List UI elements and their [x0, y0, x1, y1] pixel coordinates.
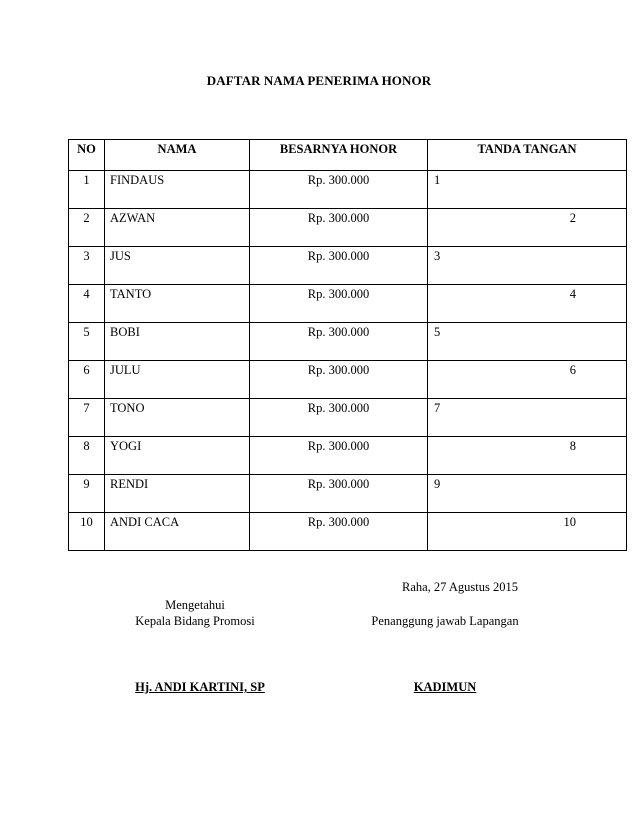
left-sign-line1: Mengetahui: [165, 598, 225, 612]
honor-table: [68, 139, 627, 551]
cell-nama: JULU: [105, 361, 250, 399]
left-signatory-name: Hj. ANDI KARTINI, SP: [135, 680, 265, 694]
cell-tanda-tangan: 10: [428, 513, 627, 551]
cell-tanda-tangan: 3: [428, 247, 627, 285]
cell-honor: Rp. 300.000: [250, 361, 428, 399]
cell-nama: BOBI: [105, 323, 250, 361]
cell-tanda-tangan: 9: [428, 475, 627, 513]
cell-tanda-tangan: 2: [428, 209, 627, 247]
cell-nama: ANDI CACA: [105, 513, 250, 551]
table-header-row: [69, 140, 627, 171]
cell-no: 9: [69, 475, 105, 513]
cell-nama: YOGI: [105, 437, 250, 475]
place-date: Raha, 27 Agustus 2015: [402, 580, 518, 594]
cell-no: 1: [69, 171, 105, 209]
table-row: [69, 513, 627, 551]
table-row: [69, 361, 627, 399]
header-nama: NAMA: [105, 140, 250, 171]
table-row: [69, 399, 627, 437]
cell-honor: Rp. 300.000: [250, 399, 428, 437]
header-tanda-tangan: TANDA TANGAN: [428, 140, 627, 171]
cell-honor: Rp. 300.000: [250, 475, 428, 513]
table-row: [69, 171, 627, 209]
right-sign-line1: Penanggung jawab Lapangan: [371, 614, 519, 628]
table-row: [69, 475, 627, 513]
cell-honor: Rp. 300.000: [250, 513, 428, 551]
cell-tanda-tangan: 8: [428, 437, 627, 475]
right-signatory-name: KADIMUN: [413, 680, 477, 694]
cell-tanda-tangan: 6: [428, 361, 627, 399]
cell-honor: Rp. 300.000: [250, 209, 428, 247]
header-honor: BESARNYA HONOR: [250, 140, 428, 171]
cell-no: 2: [69, 209, 105, 247]
left-sign-line2: Kepala Bidang Promosi: [135, 614, 255, 628]
header-no: NO: [69, 140, 105, 171]
cell-nama: RENDI: [105, 475, 250, 513]
cell-nama: TANTO: [105, 285, 250, 323]
cell-no: 10: [69, 513, 105, 551]
cell-honor: Rp. 300.000: [250, 285, 428, 323]
document-title: DAFTAR NAMA PENERIMA HONOR: [206, 73, 432, 88]
cell-no: 6: [69, 361, 105, 399]
cell-no: 4: [69, 285, 105, 323]
table-row: [69, 247, 627, 285]
cell-nama: JUS: [105, 247, 250, 285]
cell-nama: AZWAN: [105, 209, 250, 247]
cell-nama: TONO: [105, 399, 250, 437]
cell-honor: Rp. 300.000: [250, 247, 428, 285]
cell-no: 3: [69, 247, 105, 285]
cell-honor: Rp. 300.000: [250, 437, 428, 475]
cell-honor: Rp. 300.000: [250, 171, 428, 209]
table-row: [69, 209, 627, 247]
table-row: [69, 437, 627, 475]
table-row: [69, 323, 627, 361]
cell-tanda-tangan: 1: [428, 171, 627, 209]
cell-tanda-tangan: 7: [428, 399, 627, 437]
cell-honor: Rp. 300.000: [250, 323, 428, 361]
cell-tanda-tangan: 5: [428, 323, 627, 361]
table-row: [69, 285, 627, 323]
cell-tanda-tangan: 4: [428, 285, 627, 323]
cell-no: 7: [69, 399, 105, 437]
cell-no: 5: [69, 323, 105, 361]
cell-no: 8: [69, 437, 105, 475]
cell-nama: FINDAUS: [105, 171, 250, 209]
